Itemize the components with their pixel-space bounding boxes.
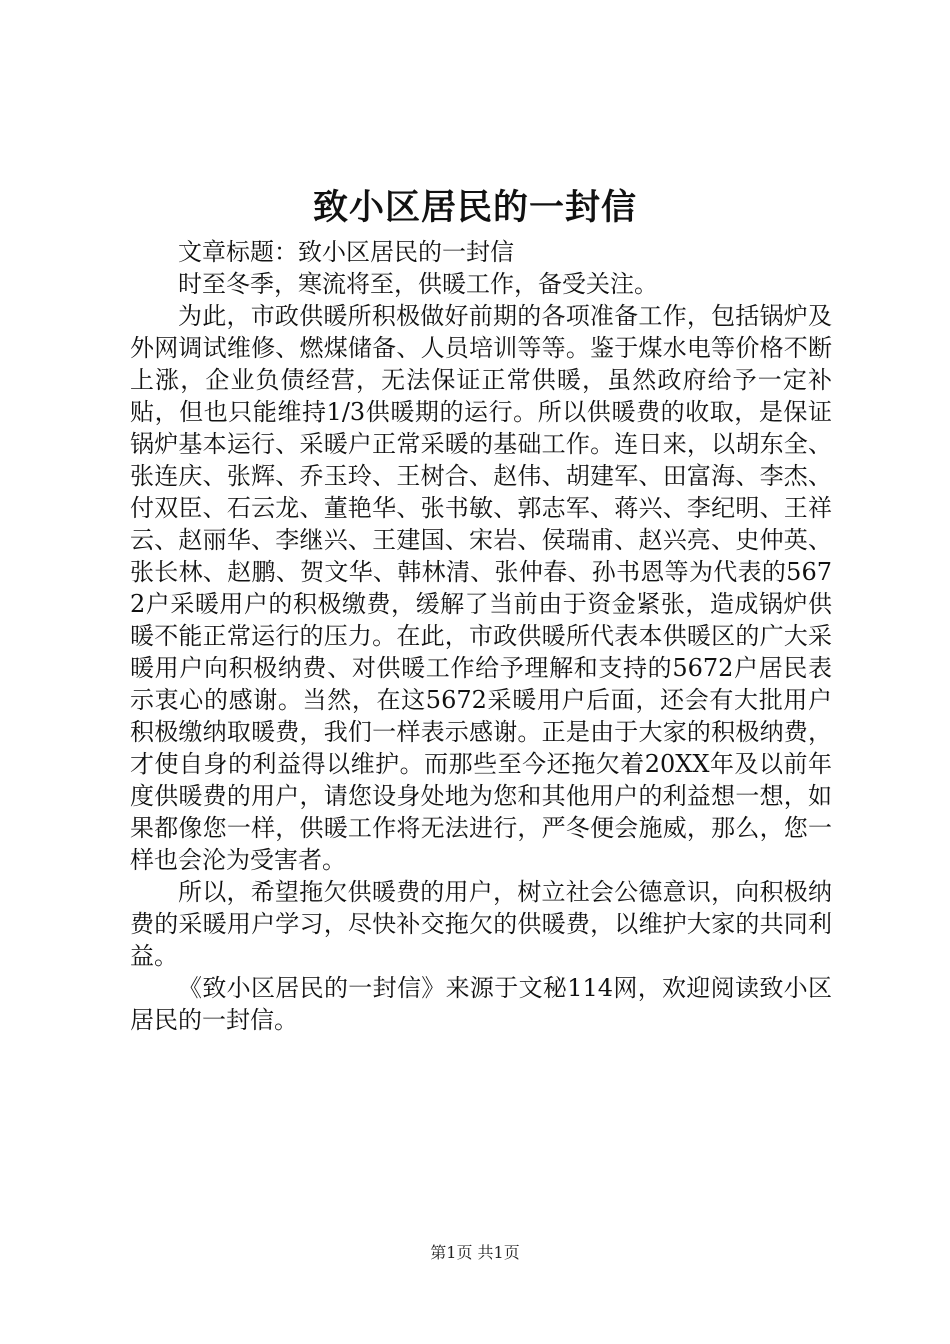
- paragraph-intro: 时至冬季，寒流将至，供暖工作，备受关注。: [178, 270, 658, 298]
- document-title: 致小区居民的一封信: [312, 187, 637, 228]
- page-footer: 第1页 共1页: [430, 1243, 520, 1262]
- paragraph-main: 为此，市政供暖所积极做好前期的各项准备工作，包括锅炉及外网调试维修、燃煤储备、人员培训等等。鉴于煤水电等价格不断上涨，企业负债经营，无法保证正常供暖，虽然政府给予一定补贴，但也只能维持1/3供暖期的运行。所以供暖费的收取，是保证锅炉基本运行、采暖户正常采暖的基础工作。连日来，以胡东全、张连庆、张辉、乔玉玲、王树合、赵伟、胡建军、田富海、李杰、付双臣、石云龙、董艳华、张书敏、郭志军、蒋兴、李纪明、王祥云、赵丽华、李继兴、王建国、宋岩、侯瑞甫、赵兴亮、史仲英、张长林、赵鹏、贺文华、韩林清、张仲春、孙书恩等为代表的5672户采暖用户的积极缴费，缓解了当前由于资金紧张，造成锅炉供暖不能正常运行的压力。在此，市政供暖所代表本供暖区的广大采暖用户向积极纳费、对供暖工作给予理解和支持的5672户居民表示衷心的感谢。当然，在这5672采暖用户后面，还会有大批用户积极缴纳取暖费，我们一样表示感谢。正是由于大家的积极纳费，才使自身的利益得以维护。而那些至今还拖欠着20XX年及以前年度供暖费的用户，请您设身处地为您和其他用户的利益想一想，如果都像您一样，供暖工作将无法进行，严冬便会施威，那么，您一样也会沦为受害者。: [130, 302, 832, 874]
- paragraph-article-title: 文章标题：致小区居民的一封信: [178, 238, 514, 266]
- paragraph-appeal: 所以，希望拖欠供暖费的用户，树立社会公德意识，向积极纳费的采暖用户学习，尽快补交拖欠的供暖费，以维护大家的共同利益。: [130, 878, 832, 970]
- paragraph-source: 《致小区居民的一封信》来源于文秘114网，欢迎阅读致小区居民的一封信。: [130, 974, 832, 1034]
- document-body: [130, 236, 832, 1036]
